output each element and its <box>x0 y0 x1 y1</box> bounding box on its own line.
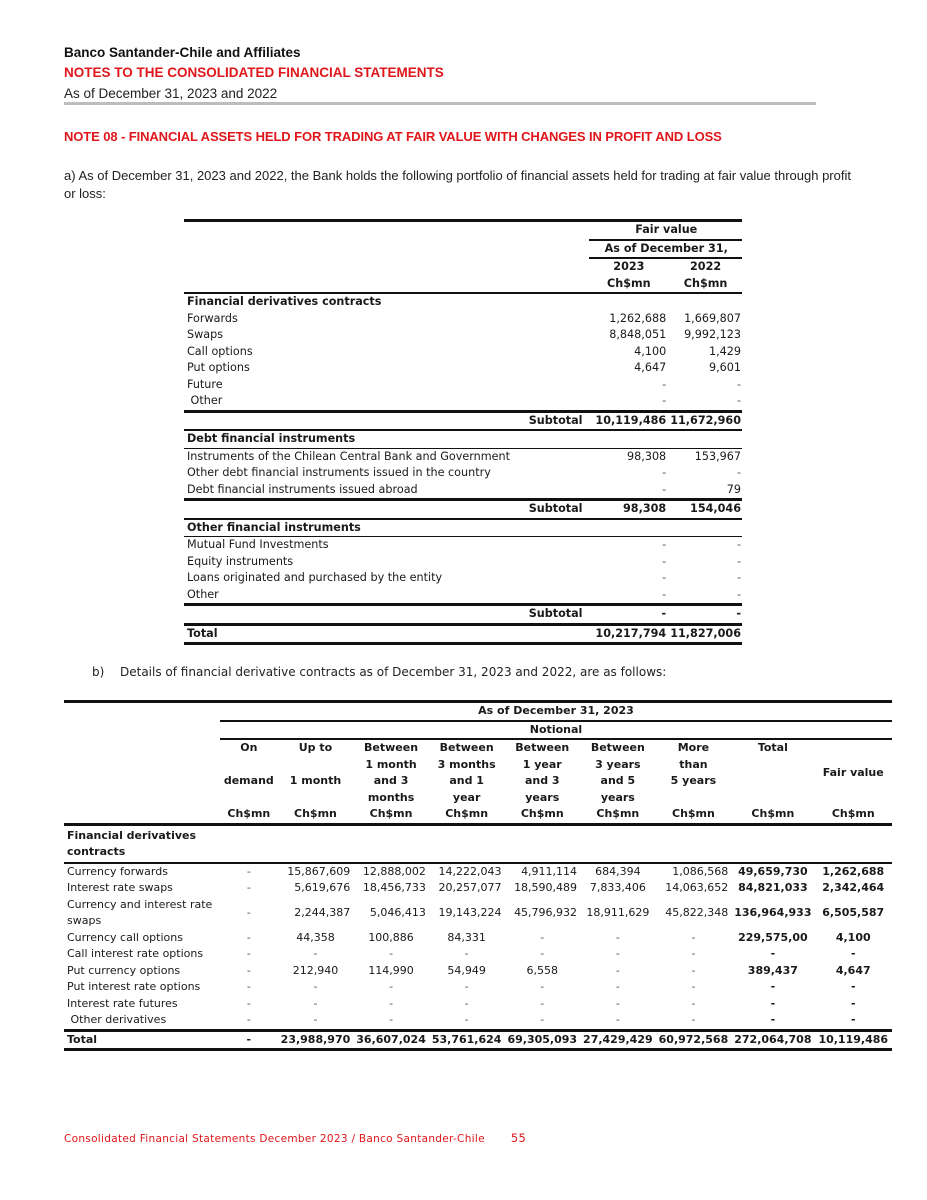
subtotal-row: Subtotal - - <box>184 605 742 625</box>
as-of-header: As of December 31, <box>589 240 742 259</box>
notes-title: NOTES TO THE CONSOLIDATED FINANCIAL STATEMENTS <box>64 65 444 80</box>
page-number: 55 <box>510 1131 527 1145</box>
total-row: Total 10,217,794 11,827,006 <box>184 624 742 644</box>
unit-2023-header: Ch$mn <box>607 276 651 290</box>
subtotal-row: Subtotal 10,119,486 11,672,960 <box>184 411 742 430</box>
table-row: Call options 4,100 1,429 <box>187 344 741 358</box>
paragraph-a: a) As of December 31, 2023 and 2022, the Bank holds the following portfolio of financial assets held for trading at fair value through profit or loss: <box>64 168 851 201</box>
section-title: Financial derivatives contracts <box>67 828 197 858</box>
section-title: Other financial instruments <box>187 520 361 534</box>
table-row: Other derivatives - - - - - - - - - <box>64 1012 892 1030</box>
year-2023-header: 2023 <box>613 260 645 273</box>
header-divider <box>64 102 816 105</box>
table-row: Call interest rate options - - - - - - - - - <box>67 947 856 960</box>
derivatives-maturity-table: As of December 31, 2023 Notional On Up to Between Between Between Between More Total Fair value 1 month 3 months 1 year 3 years than demand 1 month and 3 and 1 and 3 and 5 5 years months year years years Ch$mn Ch$mn Ch$mn Ch$mn Ch$mn Ch$mn Ch$mn Ch$mn Ch$mn Financial derivatives contracts Currency forwards - 15,867,609 12,888,002 14,222,043 4,911,114 684,394 1,086,568 49,659,730 1,262,688 Interest rate swaps - 5,619,676 18,456,733 20,257,077 18,590,489 7,833,406 14,063,652 84,821,033 2,342,464 Currency and interest rate swaps - 2,244,387 5,046,413 19,143,224 45,796,932 18,911,629 45,822,348 136,964,933 6,505,587 Currency call options - 44,358 100,886 84,331 - - - 229,575,00 4,100 Call interest rate options - - - - - - - - - Put currency options - 212,940 114,990 54,949 6,558 - - 389,437 4,647 Put interest rate options - - - - - - - - - Interest rate futures - - - - - - - - - Other derivatives - - - - - - - - - Total - 23,988,970 36,607,024 53,761,624 69,305,093 27,429,429 60,972,568 272,064,708 10,119,486 <box>64 700 892 1051</box>
trading-assets-table <box>184 219 742 645</box>
table-row: Forwards 1,262,688 1,669,807 <box>187 311 741 325</box>
table-row: Other - - <box>184 587 742 605</box>
section-title: Financial derivatives contracts <box>187 295 382 308</box>
table-row: Equity instruments - - <box>187 554 741 568</box>
page-header <box>64 43 444 105</box>
table-row: Instruments of the Chilean Central Bank and Government 98,308 153,967 <box>187 449 741 463</box>
table-row: Mutual Fund Investments - - <box>187 538 741 551</box>
note-title: NOTE 08 - FINANCIAL ASSETS HELD FOR TRADING AT FAIR VALUE WITH CHANGES IN PROFIT AND LOSS <box>64 129 722 144</box>
subtotal-row: Subtotal 98,308 154,046 <box>184 500 742 519</box>
table-row: Debt financial instruments issued abroad - 79 <box>184 482 742 500</box>
table-row: Interest rate futures - - - - - - - - - <box>67 996 856 1010</box>
year-2022-header: 2022 <box>690 260 722 273</box>
total-row: Total - 23,988,970 36,607,024 53,761,624 69,305,093 27,429,429 60,972,568 272,064,708 10,119,486 <box>64 1030 892 1050</box>
company-name: Banco Santander-Chile and Affiliates <box>64 45 301 60</box>
table-row: Other - - <box>184 393 742 411</box>
table-row: Currency forwards - 15,867,609 12,888,002 14,222,043 4,911,114 684,394 1,086,568 49,659,730 1,262,688 <box>67 864 885 878</box>
page-footer <box>64 1131 526 1145</box>
table-row: Future - - <box>187 377 741 391</box>
section-title: Debt financial instruments <box>187 432 356 445</box>
table-row: Currency and interest rate swaps - 2,244,387 5,046,413 19,143,224 45,796,932 18,911,629 45,822,348 136,964,933 6,505,587 <box>67 898 885 927</box>
as-of-date: As of December 31, 2023 and 2022 <box>64 86 278 101</box>
fair-value-header: Fair value <box>589 221 742 240</box>
footer-text: Consolidated Financial Statements December 2023 / Banco Santander-Chile <box>64 1133 485 1145</box>
table-row: Put interest rate options - - - - - - - - - <box>67 980 856 993</box>
table-row: Interest rate swaps - 5,619,676 18,456,733 20,257,077 18,590,489 7,833,406 14,063,652 84,821,033 2,342,464 <box>67 881 885 894</box>
paragraph-b: b) Details of financial derivative contracts as of December 31, 2023 and 2022, are as follows: <box>92 665 667 679</box>
notional-header: Notional <box>220 721 892 740</box>
table-row: Loans originated and purchased by the entity - - <box>187 571 741 584</box>
unit-2022-header: Ch$mn <box>683 276 728 290</box>
table-row: Swaps 8,848,051 9,992,123 <box>187 328 741 341</box>
table-row: Put options 4,647 9,601 <box>187 361 741 374</box>
table-row: Other debt financial instruments issued in the country - - <box>187 466 741 479</box>
table-row: Put currency options - 212,940 114,990 54,949 6,558 - - 389,437 4,647 <box>67 963 871 977</box>
as-of-header: As of December 31, 2023 <box>220 702 892 721</box>
table-row: Currency call options - 44,358 100,886 84,331 - - - 229,575,00 4,100 <box>67 930 871 944</box>
